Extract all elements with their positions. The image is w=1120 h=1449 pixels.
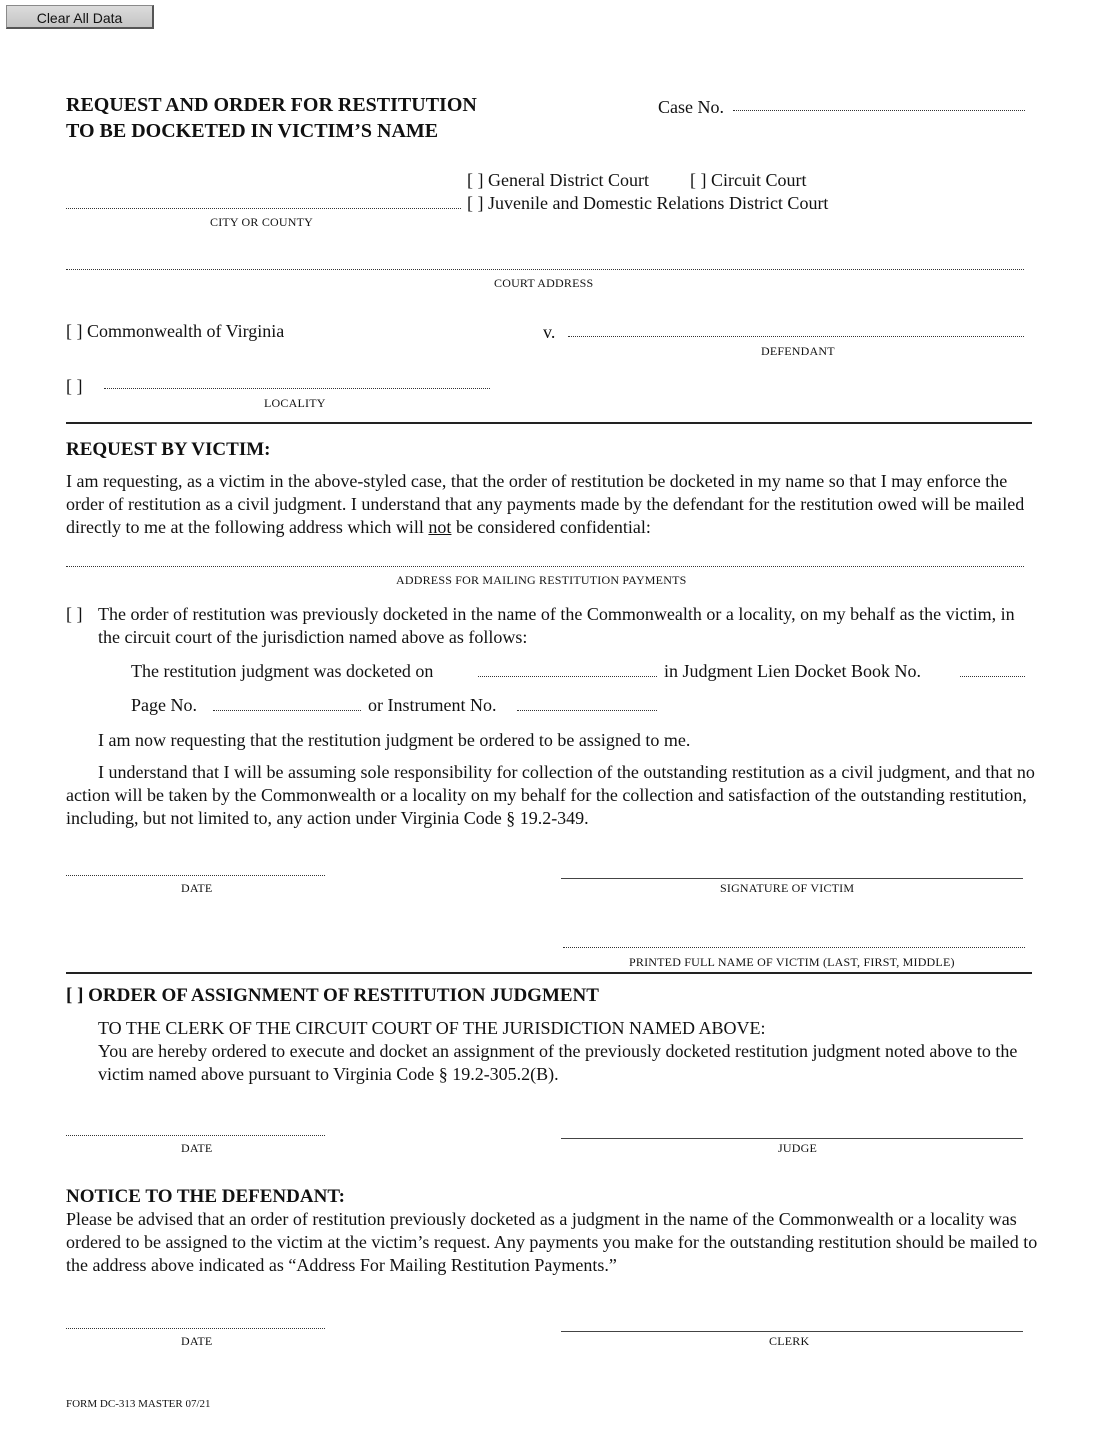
clerk-date-field[interactable]: [66, 1328, 325, 1329]
clear-all-data-button[interactable]: Clear All Data: [6, 5, 154, 29]
order-heading-checkbox[interactable]: [ ] ORDER OF ASSIGNMENT OF RESTITUTION JUDGMENT: [66, 985, 599, 1006]
page-no-label: Page No.: [131, 695, 197, 715]
court-address-caption: COURT ADDRESS: [494, 276, 594, 290]
clerk-date-caption: DATE: [181, 1334, 213, 1348]
court-address-field[interactable]: [66, 269, 1024, 270]
victim-date-caption: DATE: [181, 881, 213, 895]
locality-checkbox[interactable]: [ ]: [66, 376, 83, 396]
previously-docketed-text: The order of restitution was previously docketed in the name of the Commonwealth or a locality, on my behalf as the victim, in the circuit court of the jurisdiction named above as follows:: [98, 604, 1015, 647]
judge-signature-field[interactable]: [561, 1138, 1023, 1139]
victim-signature-caption: SIGNATURE OF VICTIM: [720, 881, 855, 895]
case-no-field[interactable]: [733, 110, 1025, 111]
defendant-caption: DEFENDANT: [761, 344, 835, 358]
locality-field[interactable]: [104, 388, 490, 389]
mailing-address-field[interactable]: [66, 566, 1024, 567]
victim-signature-field[interactable]: [561, 878, 1023, 879]
instrument-no-field[interactable]: [517, 710, 657, 711]
notice-text: Please be advised that an order of restitution previously docketed as a judgment in the name of the Commonwealth or a locality was ordered to be assigned to the victim at the victim’s request. Any payments you make for the outstanding restitution should be mailed to the address above indicated as “Address For Mailing Restitution Payments.”: [66, 1209, 1038, 1275]
docketed-on-label: The restitution judgment was docketed on: [131, 661, 434, 681]
order-to-clerk: TO THE CLERK OF THE CIRCUIT COURT OF THE JURISDICTION NAMED ABOVE:: [98, 1018, 766, 1038]
city-county-caption: CITY OR COUNTY: [210, 215, 314, 229]
city-county-field[interactable]: [66, 208, 461, 209]
request-paragraph: [66, 470, 1040, 539]
mailing-address-caption: ADDRESS FOR MAILING RESTITUTION PAYMENTS: [396, 573, 687, 587]
case-no-label: Case No.: [658, 97, 724, 117]
judge-caption: JUDGE: [778, 1141, 817, 1155]
previously-docketed-checkbox[interactable]: [ ]: [66, 604, 83, 624]
form-title: [66, 92, 477, 144]
form-footer: FORM DC-313 MASTER 07/21: [66, 1398, 211, 1410]
form-title-line1: REQUEST AND ORDER FOR RESTITUTION: [66, 94, 477, 116]
request-text-start: I am requesting, as a victim in the above-styled case, that the order of restitution be docketed in my name so that I may enforce the order of restitution as a civil judgment. I understand that any payments made by the defendant for the restitution owed will be mailed directly to me at the following address which will: [66, 471, 1025, 537]
docketed-on-field[interactable]: [478, 676, 657, 677]
order-date-caption: DATE: [181, 1141, 213, 1155]
instrument-no-label: or Instrument No.: [368, 695, 497, 715]
order-text: You are hereby ordered to execute and docket an assignment of the previously docketed restitution judgment noted above to the victim named above pursuant to Virginia Code § 19.2-305.2(B).: [98, 1041, 1018, 1084]
clerk-signature-field[interactable]: [561, 1331, 1023, 1332]
lien-book-label: in Judgment Lien Docket Book No.: [664, 661, 921, 681]
commonwealth-checkbox[interactable]: [ ] Commonwealth of Virginia: [66, 321, 285, 341]
now-requesting-text: I am now requesting that the restitution judgment be ordered to be assigned to me.: [98, 730, 691, 750]
notice-heading: NOTICE TO THE DEFENDANT:: [66, 1186, 345, 1207]
juvenile-court-checkbox[interactable]: [ ] Juvenile and Domestic Relations District Court: [467, 193, 829, 213]
order-date-field[interactable]: [66, 1135, 325, 1136]
order-divider: [66, 972, 1032, 974]
general-district-court-checkbox[interactable]: [ ] General District Court: [467, 170, 649, 190]
section-divider: [66, 422, 1032, 424]
request-heading: REQUEST BY VICTIM:: [66, 439, 271, 460]
lien-book-field[interactable]: [960, 676, 1025, 677]
locality-caption: LOCALITY: [264, 396, 326, 410]
page-no-field[interactable]: [213, 710, 361, 711]
understand-paragraph: I understand that I will be assuming sole responsibility for collection of the outstanding restitution as a civil judgment, and that no action will be taken by the Commonwealth or a locality on my behalf for the collection and satisfaction of the outstanding restitution, including, but not limited to, any action under Virginia Code § 19.2-349.: [66, 762, 1035, 828]
request-text-end: be considered confidential:: [455, 517, 651, 537]
defendant-field[interactable]: [568, 336, 1024, 337]
request-text-not: not: [428, 517, 452, 537]
clerk-caption: CLERK: [769, 1334, 810, 1348]
form-title-line2: TO BE DOCKETED IN VICTIM’S NAME: [66, 120, 439, 142]
victim-date-field[interactable]: [66, 875, 325, 876]
printed-name-caption: PRINTED FULL NAME OF VICTIM (LAST, FIRST, MIDDLE): [629, 955, 955, 969]
printed-name-field[interactable]: [563, 947, 1025, 948]
versus-label: v.: [543, 322, 556, 342]
circuit-court-checkbox[interactable]: [ ] Circuit Court: [690, 170, 807, 190]
